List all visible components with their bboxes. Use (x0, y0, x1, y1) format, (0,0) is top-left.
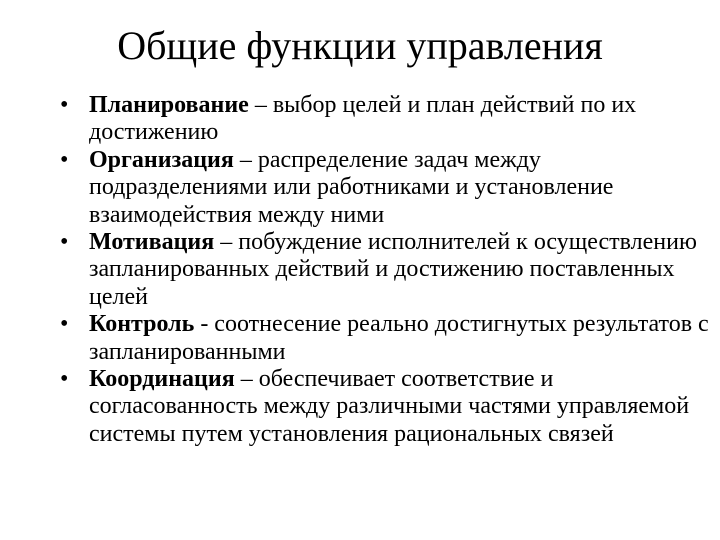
bullet-icon: • (60, 146, 69, 173)
definition-motivation: – побуждение исполнителей к осуществлению запланированных действий и достижению поставленных целей (89, 229, 697, 310)
list-item-coordination (60, 366, 710, 448)
definition-coordination: – обеспечивает соответствие и согласованность между различными частями управляемой системы путем установления рациональных связей (89, 366, 690, 447)
bullet-icon: • (60, 229, 69, 256)
page-title: Общие функции управления (117, 23, 603, 68)
definition-control: - соотнесение реально достигнутых результатов с запланированными (89, 311, 709, 365)
list-item-planning (60, 92, 710, 147)
term-organization: Организация (89, 146, 234, 173)
term-planning: Планирование (89, 92, 249, 118)
term-coordination: Координация (89, 366, 235, 393)
bullet-icon: • (60, 311, 69, 338)
bullet-list (60, 92, 710, 448)
list-item-control (60, 311, 710, 366)
term-control: Контроль (89, 311, 195, 338)
list-item-motivation (60, 229, 710, 311)
bullet-icon: • (60, 366, 69, 393)
term-motivation: Мотивация (89, 229, 215, 256)
definition-planning: – выбор целей и план действий по их достижению (89, 92, 637, 146)
bullet-icon: • (60, 92, 69, 118)
definition-organization: – распределение задач между подразделениями или работниками и установление взаимодействия между ними (89, 146, 614, 228)
list-item-organization (60, 147, 710, 229)
